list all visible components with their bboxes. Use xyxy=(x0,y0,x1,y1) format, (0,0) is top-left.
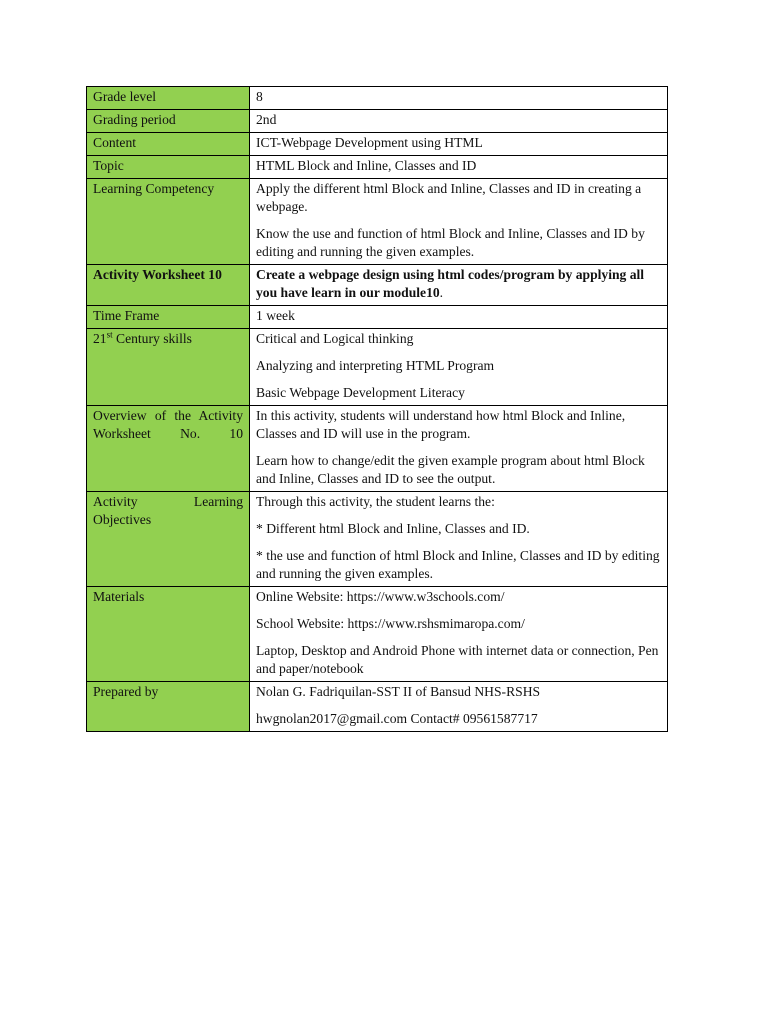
material-item: Laptop, Desktop and Android Phone with internet data or connection, Pen and paper/notebook xyxy=(256,643,659,676)
objective-line: * Different html Block and Inline, Classes and ID. xyxy=(256,521,530,536)
value-cell xyxy=(250,587,668,682)
label-cell: Overview of the Activity Worksheet No. 10 xyxy=(87,406,250,492)
value-cell xyxy=(250,492,668,587)
row-topic xyxy=(87,156,668,179)
value-cell xyxy=(250,406,668,492)
label-cell: Prepared by xyxy=(87,682,250,732)
label-superscript: st xyxy=(106,329,113,340)
label-cell: Grading period xyxy=(87,110,250,133)
value-cell xyxy=(250,682,668,732)
activity-description: Create a webpage design using html codes/program by applying all you have learn in our module10 xyxy=(256,267,645,300)
competency-line: Apply the different html Block and Inline, Classes and ID in creating a webpage. xyxy=(256,181,642,214)
value-cell xyxy=(250,179,668,265)
label-cell: Time Frame xyxy=(87,306,250,329)
label-cell xyxy=(87,329,250,406)
label-cell: Activity Worksheet 10 xyxy=(87,265,250,306)
label-cell: Activity Learning Objectives xyxy=(87,492,250,587)
row-overview xyxy=(87,406,668,492)
skill-item: Analyzing and interpreting HTML Program xyxy=(256,358,495,373)
worksheet-table xyxy=(86,86,668,732)
value-cell: 1 week xyxy=(250,306,668,329)
value-cell xyxy=(250,265,668,306)
material-item: Online Website: https://www.w3schools.com/ xyxy=(256,589,505,604)
label-number: 21 xyxy=(93,331,107,346)
value-cell: 2nd xyxy=(250,110,668,133)
author-name: Nolan G. Fadriquilan-SST II of Bansud NHS-RSHS xyxy=(256,684,541,699)
objective-line: Through this activity, the student learns the: xyxy=(256,494,495,509)
value-cell: ICT-Webpage Development using HTML xyxy=(250,133,668,156)
row-time-frame xyxy=(87,306,668,329)
row-activity-worksheet xyxy=(87,265,668,306)
overview-line: In this activity, students will understand how html Block and Inline, Classes and ID will use in the program. xyxy=(256,408,626,441)
objective-line: * the use and function of html Block and Inline, Classes and ID by editing and running the given examples. xyxy=(256,548,660,581)
skill-item: Basic Webpage Development Literacy xyxy=(256,385,465,400)
skill-item: Critical and Logical thinking xyxy=(256,331,414,346)
competency-line: Know the use and function of html Block and Inline, Classes and ID by editing and running the given examples. xyxy=(256,226,645,259)
label-cell: Grade level xyxy=(87,87,250,110)
row-content xyxy=(87,133,668,156)
label-cell: Materials xyxy=(87,587,250,682)
row-century-skills xyxy=(87,329,668,406)
value-cell xyxy=(250,329,668,406)
label-cell: Learning Competency xyxy=(87,179,250,265)
activity-period: . xyxy=(439,285,444,300)
row-learning-competency xyxy=(87,179,668,265)
label-text: Century skills xyxy=(112,331,192,346)
overview-line: Learn how to change/edit the given example program about html Block and Inline, Classes and ID to see the output. xyxy=(256,453,645,486)
row-prepared-by xyxy=(87,682,668,732)
row-materials xyxy=(87,587,668,682)
label-cell: Content xyxy=(87,133,250,156)
value-cell: HTML Block and Inline, Classes and ID xyxy=(250,156,668,179)
row-objectives xyxy=(87,492,668,587)
label-cell: Topic xyxy=(87,156,250,179)
author-contact: hwgnolan2017@gmail.com Contact# 09561587717 xyxy=(256,711,538,726)
row-grade-level xyxy=(87,87,668,110)
material-item: School Website: https://www.rshsmimaropa.com/ xyxy=(256,616,525,631)
value-cell: 8 xyxy=(250,87,668,110)
row-grading-period xyxy=(87,110,668,133)
